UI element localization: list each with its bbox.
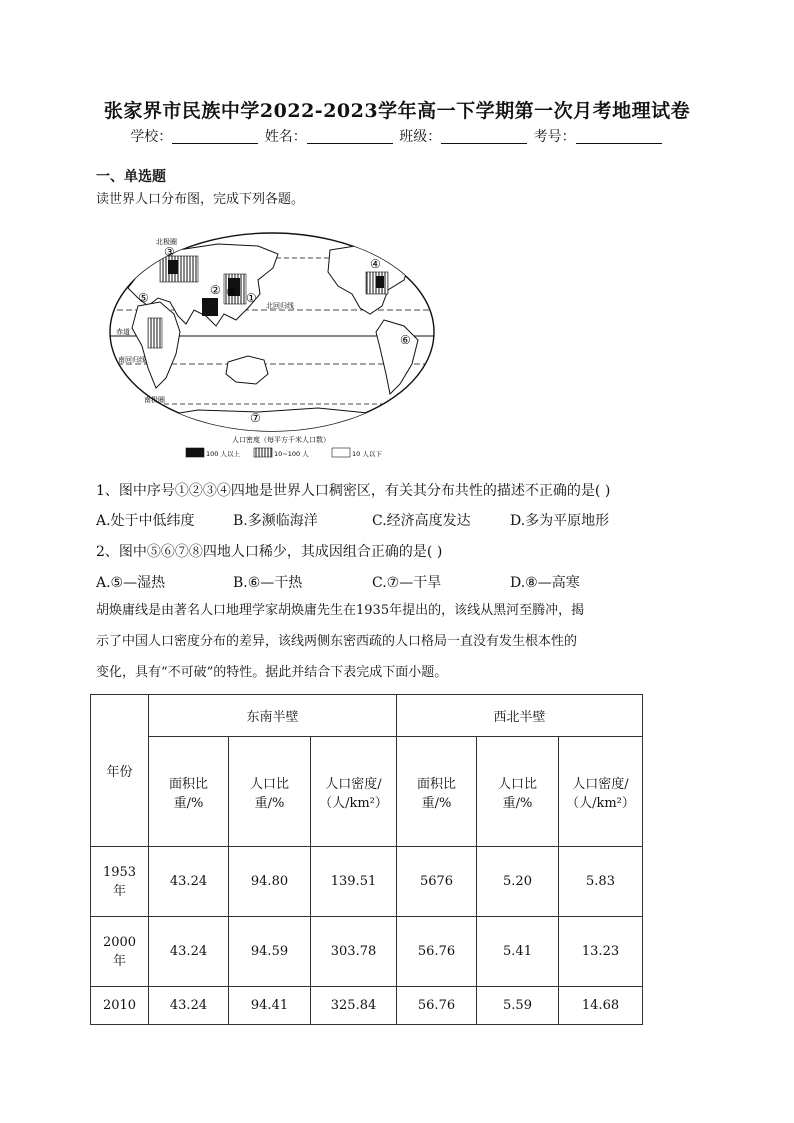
- legend-medium-swatch: [254, 448, 272, 457]
- paragraph-line-1: 胡焕庸线是由著名人口地理学家胡焕庸先生在1935年提出的，该线从黑河至腾冲，揭: [96, 603, 585, 618]
- table-cell: 5.59: [477, 987, 559, 1025]
- west-pop-header: 人口比重/%: [477, 737, 559, 847]
- tropic-cancer-label: 北回归线: [266, 302, 294, 310]
- q1-option-c[interactable]: C.经济高度发达: [372, 513, 471, 529]
- east-area-header: 面积比重/%: [149, 737, 229, 847]
- school-blank[interactable]: [172, 129, 258, 144]
- q1-option-d[interactable]: D.多为平原地形: [510, 513, 610, 529]
- marker-5: ⑤: [138, 291, 149, 305]
- world-population-map: [108, 228, 436, 460]
- europe-medium-patch: [160, 256, 198, 282]
- antarctic-circle-label: 南极圈: [144, 396, 165, 404]
- table-cell: 14.68: [559, 987, 643, 1025]
- table-cell: 56.76: [397, 987, 477, 1025]
- table-cell: 94.59: [229, 917, 311, 987]
- name-label: 姓名：: [264, 129, 307, 145]
- marker-4: ④: [370, 257, 381, 271]
- q2-option-d[interactable]: D.⑧—高寒: [510, 575, 580, 591]
- na-dense-patch: [376, 276, 384, 288]
- europe-dense-patch: [168, 260, 178, 274]
- row-year: 2010: [91, 987, 149, 1025]
- q2-option-c[interactable]: C.⑦—干旱: [372, 575, 442, 591]
- class-blank[interactable]: [441, 129, 527, 144]
- map-svg: [108, 228, 436, 460]
- q1-option-b[interactable]: B.多濒临海洋: [233, 513, 318, 529]
- table-cell: 94.80: [229, 847, 311, 917]
- student-info-line: [0, 126, 794, 146]
- table-row: [91, 987, 643, 1025]
- paragraph-line-2: 示了中国人口密度分布的差异，该线两侧东密西疏的人口格局一直没有发生根本性的: [96, 634, 578, 649]
- section-title: 一、单选题: [96, 169, 166, 185]
- name-blank[interactable]: [307, 129, 393, 144]
- table-row: [91, 847, 643, 917]
- west-density-header: 人口密度/（人/km²）: [559, 737, 643, 847]
- table-cell: 5676: [397, 847, 477, 917]
- east-pop-header: 人口比重/%: [229, 737, 311, 847]
- tropic-capricorn-label: 南回归线: [118, 356, 146, 364]
- q1-option-a[interactable]: A.处于中低纬度: [96, 513, 195, 529]
- id-blank[interactable]: [576, 129, 662, 144]
- group-east-header: 东南半壁: [149, 695, 397, 737]
- table-cell: 56.76: [397, 917, 477, 987]
- table-cell: 5.20: [477, 847, 559, 917]
- marker-6: ⑥: [400, 333, 411, 347]
- class-label: 班级：: [399, 129, 442, 145]
- table-cell: 43.24: [149, 987, 229, 1025]
- map-intro: 读世界人口分布图，完成下列各题。: [96, 192, 305, 207]
- table-cell: 94.41: [229, 987, 311, 1025]
- table-cell: 5.83: [559, 847, 643, 917]
- row-year: 2000年: [91, 917, 149, 987]
- school-label: 学校：: [130, 129, 173, 145]
- legend-sparse-label: 10 人以下: [352, 450, 382, 458]
- legend-sparse-swatch: [332, 448, 350, 457]
- question-1-stem: 1、图中序号①②③④四地是世界人口稠密区，有关其分布共性的描述不正确的是( ): [96, 483, 611, 499]
- marker-3: ③: [164, 245, 175, 259]
- table-cell: 43.24: [149, 917, 229, 987]
- table-cell: 139.51: [311, 847, 397, 917]
- legend-dense-label: 100 人以上: [206, 450, 240, 458]
- exam-title: 张家界市民族中学2022-2023学年高一下学期第一次月考地理试卷: [103, 100, 691, 122]
- population-table: [90, 694, 643, 1025]
- legend-dense-swatch: [186, 448, 204, 457]
- id-label: 考号：: [533, 129, 576, 145]
- table-cell: 5.41: [477, 917, 559, 987]
- legend-medium-label: 10~100 人: [274, 450, 309, 458]
- q2-option-b[interactable]: B.⑥—干热: [233, 575, 303, 591]
- table-cell: 325.84: [311, 987, 397, 1025]
- question-2-stem: 2、图中⑤⑥⑦⑧四地人口稀少，其成因组合正确的是( ): [96, 544, 443, 560]
- equator-label: 赤道: [116, 328, 130, 336]
- east-density-header: 人口密度/（人/km²）: [311, 737, 397, 847]
- legend-title: 人口密度（每平方千米人口数）: [232, 436, 330, 444]
- marker-1: ①: [246, 291, 257, 305]
- group-west-header: 西北半壁: [397, 695, 643, 737]
- marker-8: ⑧: [226, 285, 237, 299]
- q2-option-a[interactable]: A.⑤—湿热: [96, 575, 166, 591]
- row-year: 1953年: [91, 847, 149, 917]
- table-cell: 303.78: [311, 917, 397, 987]
- arctic-circle-label: 北极圈: [156, 238, 177, 246]
- south-asia-dense-patch: [202, 298, 218, 316]
- table-cell: 13.23: [559, 917, 643, 987]
- table-row: [91, 917, 643, 987]
- marker-2: ②: [210, 283, 221, 297]
- hu-line-paragraph: [96, 595, 696, 688]
- paragraph-line-3: 变化，具有“不可破”的特性。据此并结合下表完成下面小题。: [96, 665, 448, 680]
- west-area-header: 面积比重/%: [397, 737, 477, 847]
- year-header: 年份: [91, 695, 149, 847]
- marker-7: ⑦: [250, 411, 261, 425]
- table-cell: 43.24: [149, 847, 229, 917]
- africa-medium-patch: [148, 318, 162, 348]
